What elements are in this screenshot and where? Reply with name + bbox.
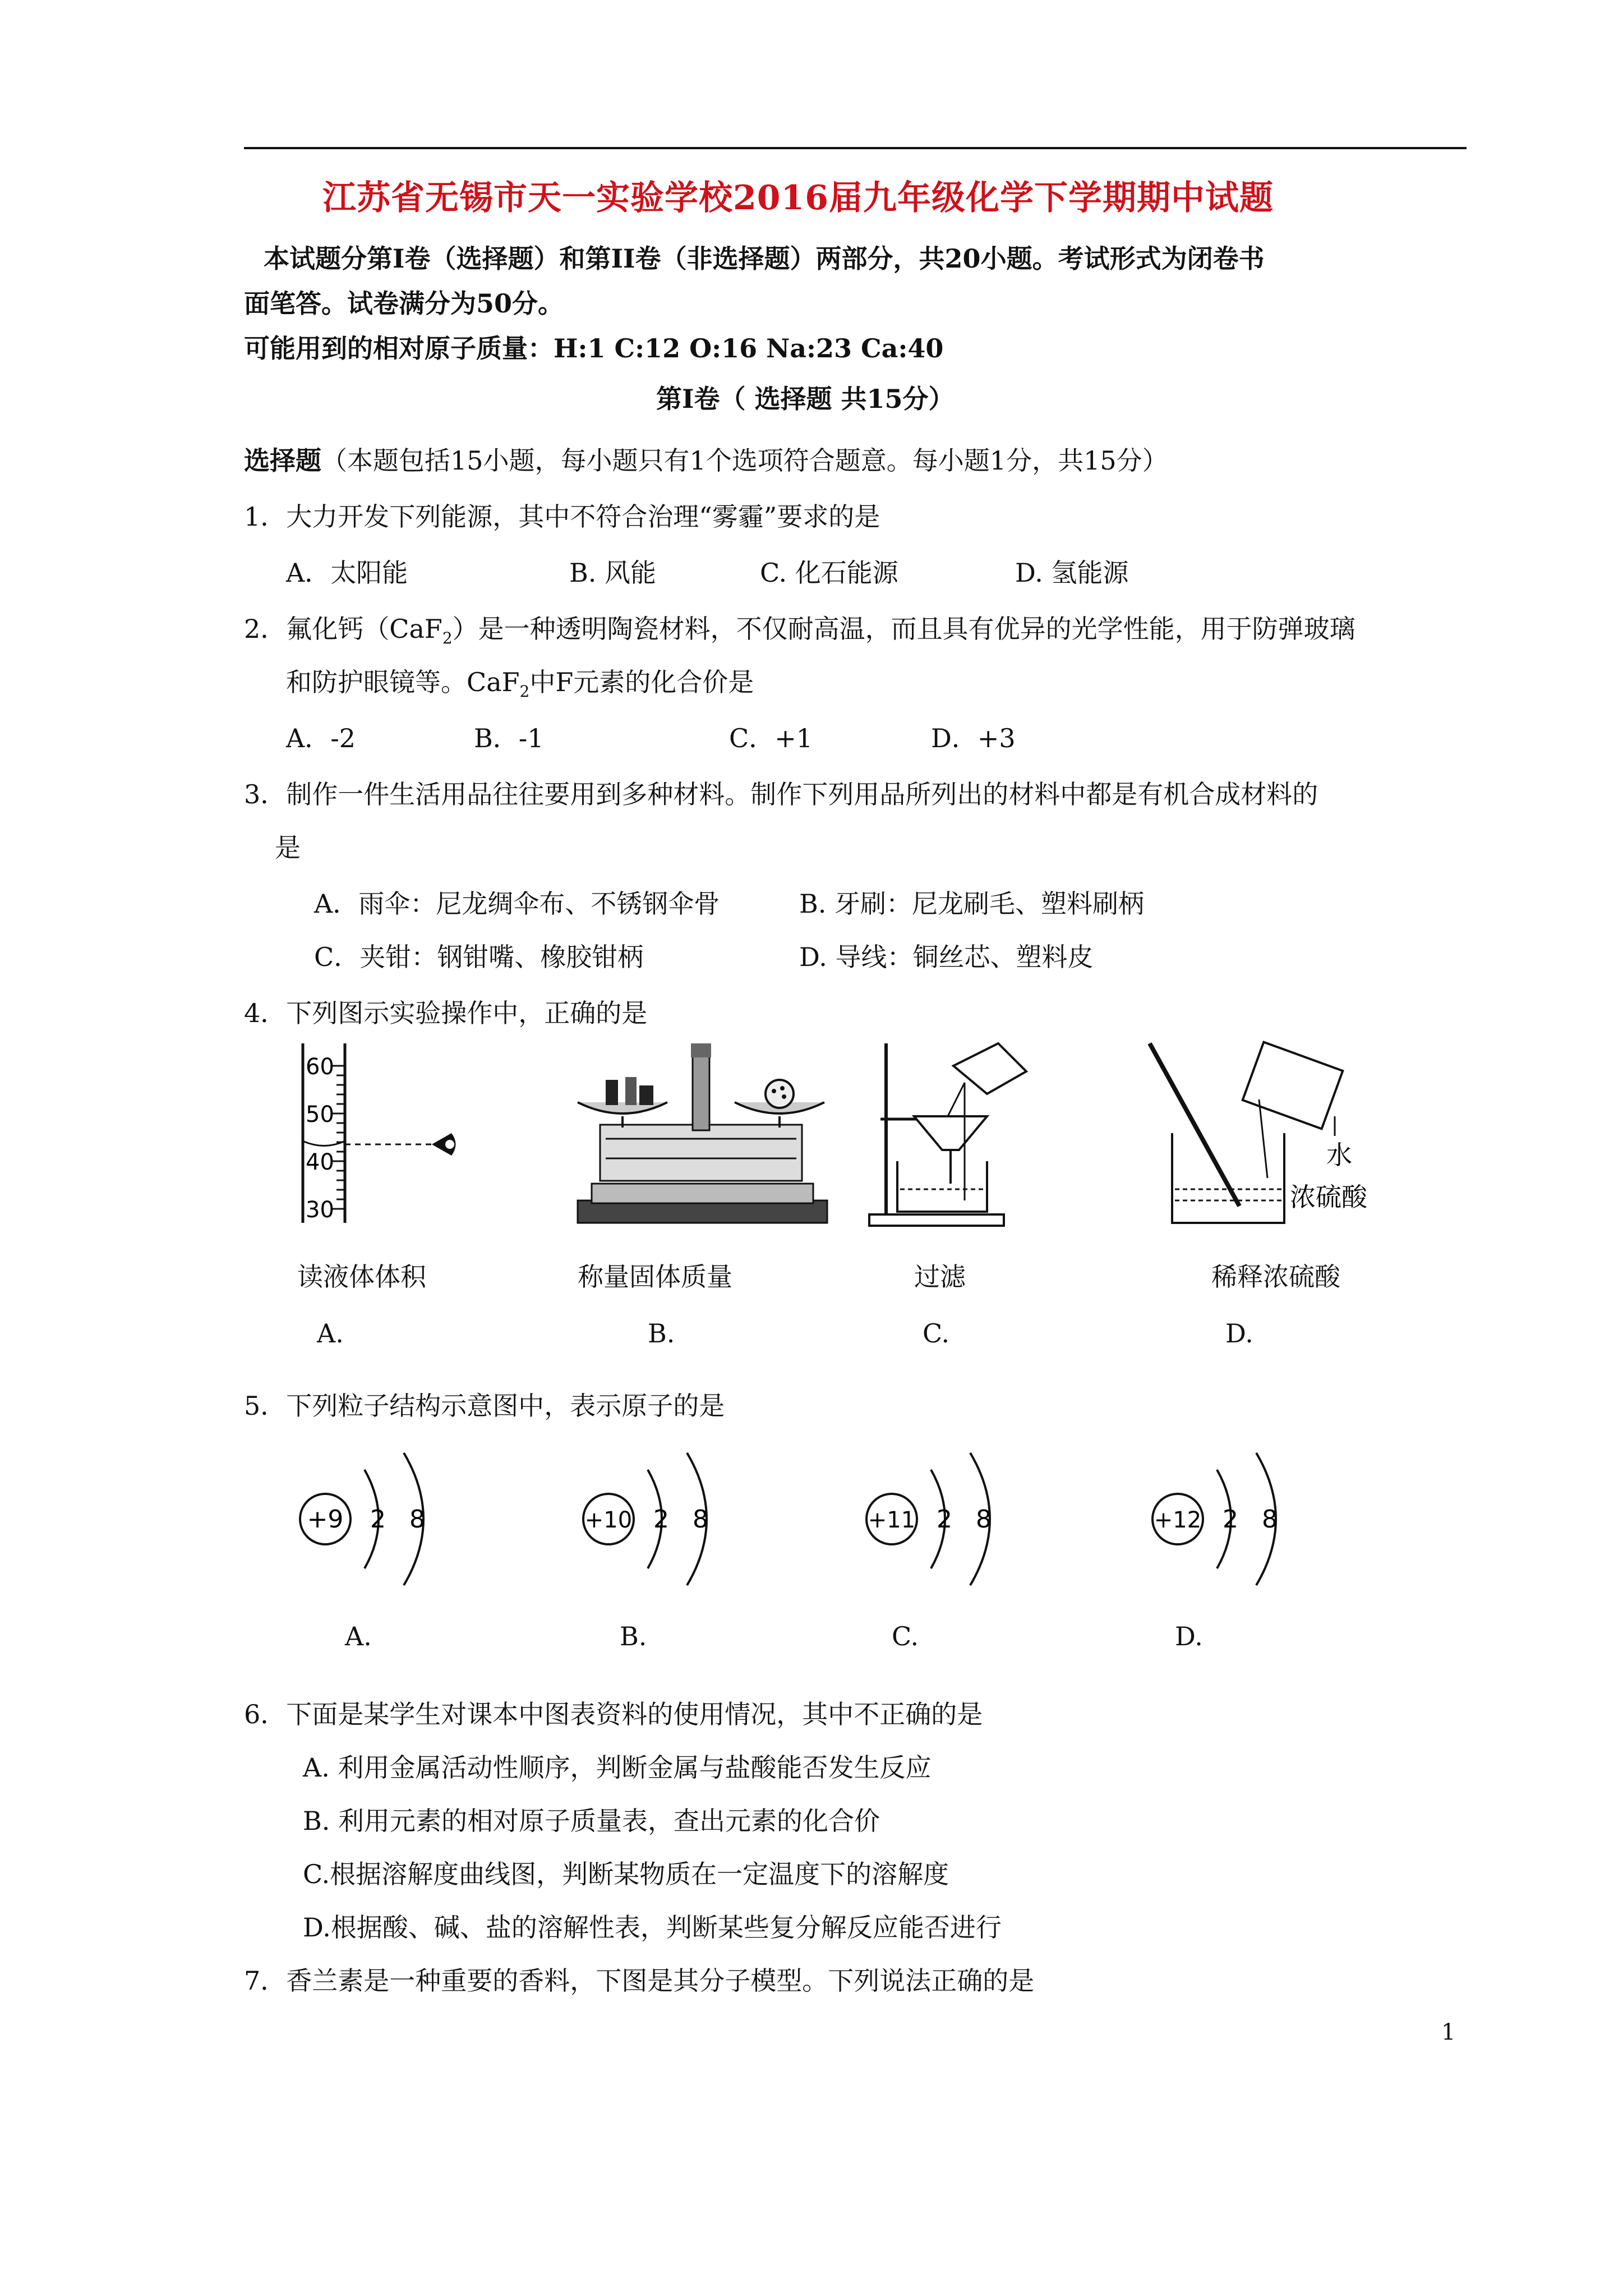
q4-letter-c: C. bbox=[923, 1318, 950, 1349]
section-instructions bbox=[244, 440, 1168, 477]
q4-caption-b: 称量固体质量 bbox=[578, 1262, 732, 1292]
q1-option-c: C. 化石能源 bbox=[760, 558, 898, 588]
q4-caption-d: 稀释浓硫酸 bbox=[1211, 1262, 1340, 1292]
shell-2-electrons-b: 8 bbox=[693, 1505, 708, 1534]
q6-option-d: D.根据酸、碱、盐的溶解性表，判断某些复分解反应能否进行 bbox=[303, 1912, 1002, 1943]
tick-label-40: 40 bbox=[306, 1149, 334, 1175]
q2-stem-part-b: ）是一种透明陶瓷材料，不仅耐高温，而且具有优异的光学性能，用于防弹玻璃 bbox=[452, 614, 1355, 644]
q2-stem bbox=[244, 609, 1355, 647]
q1-option-d: D. 氢能源 bbox=[1015, 558, 1129, 588]
q4-letter-a: A. bbox=[317, 1318, 344, 1349]
filtration-figure bbox=[858, 1038, 1043, 1234]
q1-option-a: A．太阳能 bbox=[286, 558, 408, 588]
q2-line2-part-b: 中F元素的化合价是 bbox=[529, 667, 754, 697]
section-label: 选择题 bbox=[244, 445, 321, 476]
q2-option-d: D．+3 bbox=[931, 723, 1016, 753]
shell-2-electrons-d: 8 bbox=[1262, 1505, 1278, 1534]
q6-option-b: B. 利用元素的相对原子质量表，查出元素的化合价 bbox=[303, 1806, 880, 1836]
nucleus-charge-a: +9 bbox=[307, 1505, 344, 1534]
atomic-mass-line: 可能用到的相对原子质量：H:1 C:12 O:16 Na:23 Ca:40 bbox=[244, 333, 944, 364]
page-title: 江苏省无锡市天一实验学校2016届九年级化学下学期期中试题 bbox=[322, 178, 1274, 218]
q4-caption-a: 读液体体积 bbox=[297, 1262, 426, 1292]
intro-line-1: 本试题分第Ⅰ卷（选择题）和第II卷（非选择题）两部分，共20小题。考试形式为闭卷书 bbox=[264, 243, 1265, 274]
section-rules: （本题包括15小题，每小题只有1个选项符合题意。每小题1分，共15分） bbox=[321, 445, 1168, 476]
shell-1-electrons-a: 2 bbox=[370, 1505, 386, 1534]
q5-letter-c: C. bbox=[892, 1621, 919, 1651]
shell-1-electrons-d: 2 bbox=[1223, 1505, 1238, 1534]
q2-option-c: C．+1 bbox=[729, 723, 813, 753]
q1-stem: 1．大力开发下列能源，其中不符合治理“雾霾”要求的是 bbox=[244, 501, 880, 532]
q5-stem: 5．下列粒子结构示意图中，表示原子的是 bbox=[244, 1391, 725, 1421]
shell-2-electrons-c: 8 bbox=[976, 1505, 992, 1534]
q4-stem: 4．下列图示实验操作中，正确的是 bbox=[244, 998, 648, 1028]
q3-option-d: D. 导线：铜丝芯、塑料皮 bbox=[799, 942, 1094, 972]
q3-option-b: B. 牙刷：尼龙刷毛、塑料刷柄 bbox=[799, 889, 1145, 919]
q2-line2-part-a: 和防护眼镜等。CaF bbox=[286, 667, 520, 697]
label-concentrated-sulfuric-acid: 浓硫酸 bbox=[1290, 1182, 1367, 1212]
q6-stem: 6．下面是某学生对课本中图表资料的使用情况，其中不正确的是 bbox=[244, 1699, 983, 1729]
eye-icon bbox=[432, 1133, 456, 1156]
atom-diagram-b bbox=[575, 1447, 732, 1593]
q4-caption-c: 过滤 bbox=[914, 1262, 966, 1292]
label-water: 水 bbox=[1326, 1140, 1352, 1170]
q2-stem-line-2 bbox=[286, 662, 754, 701]
q1-option-b: B. 风能 bbox=[569, 558, 657, 588]
atom-diagram-c bbox=[858, 1447, 1015, 1593]
q4-letter-b: B. bbox=[648, 1318, 675, 1349]
atom-diagram-d bbox=[1144, 1447, 1301, 1593]
nucleus-charge-c: +11 bbox=[868, 1507, 916, 1533]
q6-option-a: A. 利用金属活动性顺序，判断金属与盐酸能否发生反应 bbox=[303, 1752, 932, 1783]
section-heading: 第Ⅰ卷（ 选择题 共15分） bbox=[656, 384, 955, 414]
page-number: 1 bbox=[1441, 2019, 1456, 2045]
q3-stem-line-2: 是 bbox=[275, 832, 301, 863]
q2-option-a: A．-2 bbox=[286, 723, 356, 753]
tick-label-60: 60 bbox=[306, 1054, 334, 1080]
tick-label-50: 50 bbox=[306, 1102, 334, 1128]
q2-stem-part-a: 2．氟化钙（CaF bbox=[244, 614, 442, 644]
header-rule bbox=[244, 147, 1467, 149]
q5-letter-a: A. bbox=[345, 1621, 372, 1651]
q5-letter-b: B. bbox=[620, 1621, 647, 1651]
q3-option-c: C．夹钳：钢钳嘴、橡胶钳柄 bbox=[314, 942, 644, 972]
tick-label-30: 30 bbox=[306, 1197, 334, 1223]
q3-stem: 3．制作一件生活用品往往要用到多种材料。制作下列用品所列出的材料中都是有机合成材料的 bbox=[244, 779, 1318, 809]
q2-subscript-b: 2 bbox=[519, 682, 530, 701]
shell-1-electrons-b: 2 bbox=[653, 1505, 669, 1534]
graduated-cylinder-figure bbox=[292, 1043, 477, 1228]
shell-1-electrons-c: 2 bbox=[937, 1505, 952, 1534]
nucleus-charge-b: +10 bbox=[584, 1507, 633, 1533]
q5-letter-d: D. bbox=[1175, 1621, 1203, 1651]
q2-option-b: B．-1 bbox=[474, 723, 544, 753]
balance-scale-figure bbox=[566, 1041, 847, 1231]
atom-diagram-a bbox=[292, 1447, 449, 1593]
q3-option-a: A．雨伞：尼龙绸伞布、不锈钢伞骨 bbox=[314, 889, 720, 919]
shell-2-electrons-a: 8 bbox=[409, 1505, 425, 1534]
q7-stem: 7．香兰素是一种重要的香料，下图是其分子模型。下列说法正确的是 bbox=[244, 1966, 1035, 1996]
q4-letter-d: D. bbox=[1225, 1318, 1253, 1349]
intro-line-2: 面笔答。试卷满分为50分。 bbox=[244, 288, 564, 319]
dilution-figure bbox=[1138, 1038, 1408, 1234]
q6-option-c: C.根据溶解度曲线图，判断某物质在一定温度下的溶解度 bbox=[303, 1859, 949, 1889]
nucleus-charge-d: +12 bbox=[1154, 1507, 1202, 1533]
q2-subscript-a: 2 bbox=[442, 629, 453, 648]
